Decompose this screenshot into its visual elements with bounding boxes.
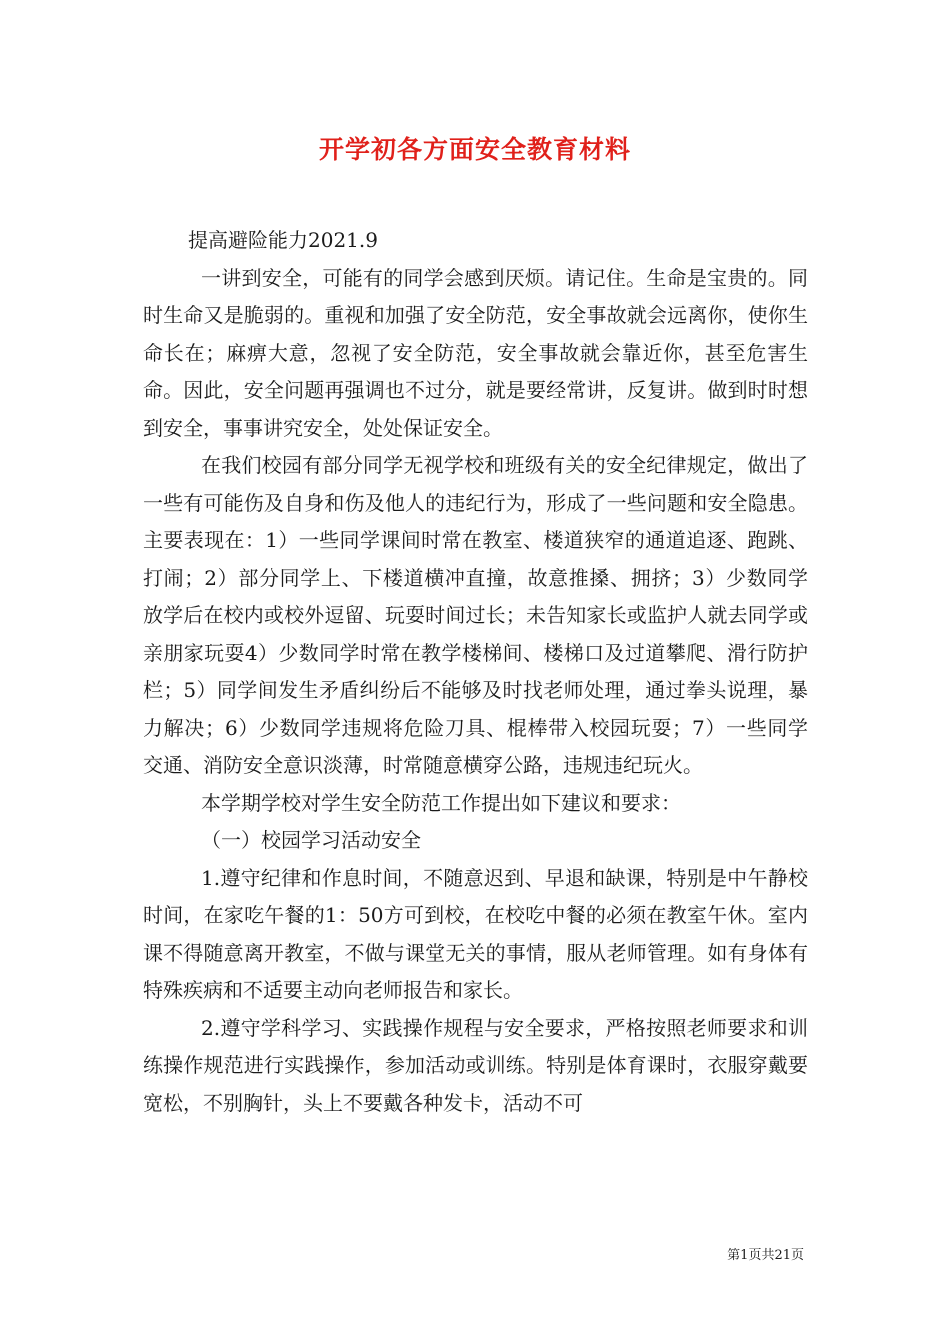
paragraph-problems: 在我们校园有部分同学无视学校和班级有关的安全纪律规定，做出了一些有可能伤及自身和伤及他人的违纪行为，形成了一些问题和安全隐患。主要表现在：1）一些同学课间时常在教室、楼道狭窄的通道追逐、跑跳、打闹；2）部分同学上、下楼道横冲直撞，故意推搡、拥挤；3）少数同学放学后在校内或校外逗留、玩耍时间过长；未告知家长或监护人就去同学或亲朋家玩耍4）少数同学时常在教学楼梯间、楼梯口及过道攀爬、滑行防护栏；5）同学间发生矛盾纠纷后不能够及时找老师处理，通过拳头说理，暴力解决；6）少数同学违规将危险刀具、棍棒带入校园玩耍；7）一些同学交通、消防安全意识淡薄，时常随意横穿公路，违规违纪玩火。 [143, 453, 808, 777]
section-heading-campus-safety: （一）校园学习活动安全 [201, 828, 421, 852]
document-body [143, 222, 808, 1122]
document-subtitle: 提高避险能力2021.9 [188, 228, 378, 252]
paragraph-rule-1: 1.遵守纪律和作息时间，不随意迟到、早退和缺课，特别是中午静校时间，在家吃午餐的1：50方可到校，在校吃中餐的必须在教室午休。室内课不得随意离开教室，不做与课堂无关的事情，服从老师管理。如有身体有特殊疾病和不适要主动向老师报告和家长。 [143, 865, 808, 1002]
document-title: 开学初各方面安全教育材料 [318, 135, 631, 164]
page-number: 第1页共21页 [727, 1248, 804, 1263]
paragraph-rule-2: 2.遵守学科学习、实践操作规程与安全要求，严格按照老师要求和训练操作规范进行实践操作，参加活动或训练。特别是体育课时，衣服穿戴要宽松，不别胸针，头上不要戴各种发卡，活动不可 [143, 1015, 808, 1115]
paragraph-requirements-intro: 本学期学校对学生安全防范工作提出如下建议和要求： [201, 790, 681, 815]
paragraph-intro: 一讲到安全，可能有的同学会感到厌烦。请记住。生命是宝贵的。同时生命又是脆弱的。重视和加强了安全防范，安全事故就会远离你，使你生命长在；麻痹大意，忽视了安全防范，安全事故就会靠近你，甚至危害生命。因此，安全问题再强调也不过分，就是要经常讲，反复讲。做到时时想到安全，事事讲究安全，处处保证安全。 [143, 265, 808, 440]
